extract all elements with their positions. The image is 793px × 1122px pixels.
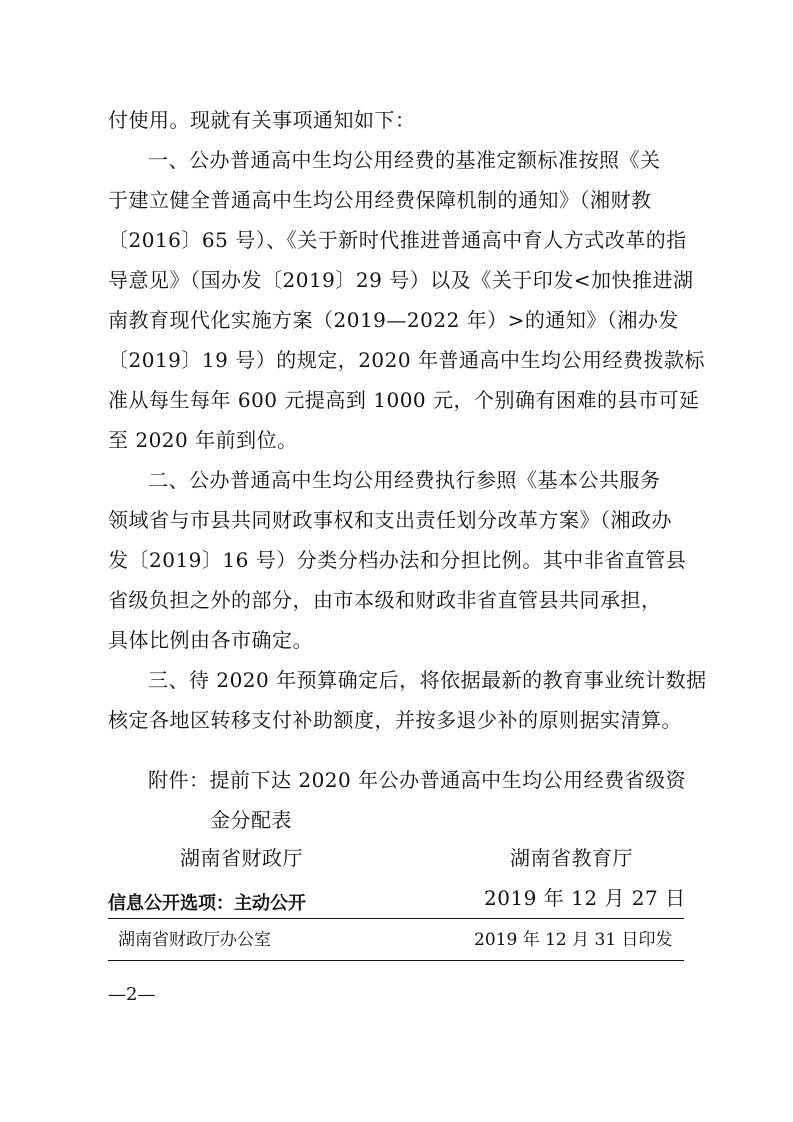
- body-line-15: 三、待 2020 年预算确定后，将依据最新的教育事业统计数据: [148, 668, 707, 692]
- attachment-line-2: 金分配表: [210, 808, 292, 832]
- body-line-9: 至 2020 年前到位。: [108, 428, 298, 452]
- body-line-7: 〔2019〕19 号）的规定，2020 年普通高中生均公用经费拨款标: [108, 348, 705, 372]
- page-number: —2—: [108, 984, 156, 1005]
- body-line-14: 具体比例由各市确定。: [108, 628, 313, 652]
- body-line-10: 二、公办普通高中生均公用经费执行参照《基本公共服务: [148, 468, 661, 492]
- body-line-6: 南教育现代化实施方案（2019—2022 年）>的通知》（湘办发: [108, 308, 679, 332]
- signature-left-org: 湖南省财政厅: [180, 846, 303, 870]
- body-line-12: 发〔2019〕16 号）分类分档办法和分担比例。其中非省直管县: [108, 548, 687, 572]
- signature-right-org: 湖南省教育厅: [510, 846, 633, 870]
- body-line-5: 导意见》（国办发〔2019〕29 号）以及《关于印发<加快推进湖: [108, 268, 694, 292]
- signature-date: 2019 年 12 月 27 日: [484, 886, 686, 910]
- body-line-11: 领域省与市县共同财政事权和支出责任划分改革方案》（湘政办: [108, 508, 672, 532]
- info-disclosure-option: 信息公开选项：主动公开: [108, 893, 306, 914]
- body-line-3: 于建立健全普通高中生均公用经费保障机制的通知》（湘财教: [108, 188, 652, 212]
- footer-top-rule: [108, 918, 684, 919]
- body-line-2: 一、公办普通高中生均公用经费的基准定额标准按照《关: [148, 148, 661, 172]
- attachment-line-1: 附件：提前下达 2020 年公办普通高中生均公用经费省级资: [148, 768, 687, 792]
- body-line-13: 省级负担之外的部分，由市本级和财政非省直管县共同承担，: [108, 588, 662, 612]
- footer-bottom-rule: [108, 960, 684, 961]
- body-line-1: 付使用。现就有关事项通知如下：: [108, 108, 416, 132]
- body-line-8: 准从每生每年 600 元提高到 1000 元，个别确有困难的县市可延: [108, 388, 700, 412]
- footer-issue-date: 2019 年 12 月 31 日印发: [474, 930, 673, 950]
- body-line-4: 〔2016〕65 号）、《关于新时代推进普通高中育人方式改革的指: [108, 228, 687, 252]
- footer-issuer: 湖南省财政厅办公室: [118, 930, 271, 950]
- body-line-16: 核定各地区转移支付补助额度，并按多退少补的原则据实清算。: [108, 708, 682, 732]
